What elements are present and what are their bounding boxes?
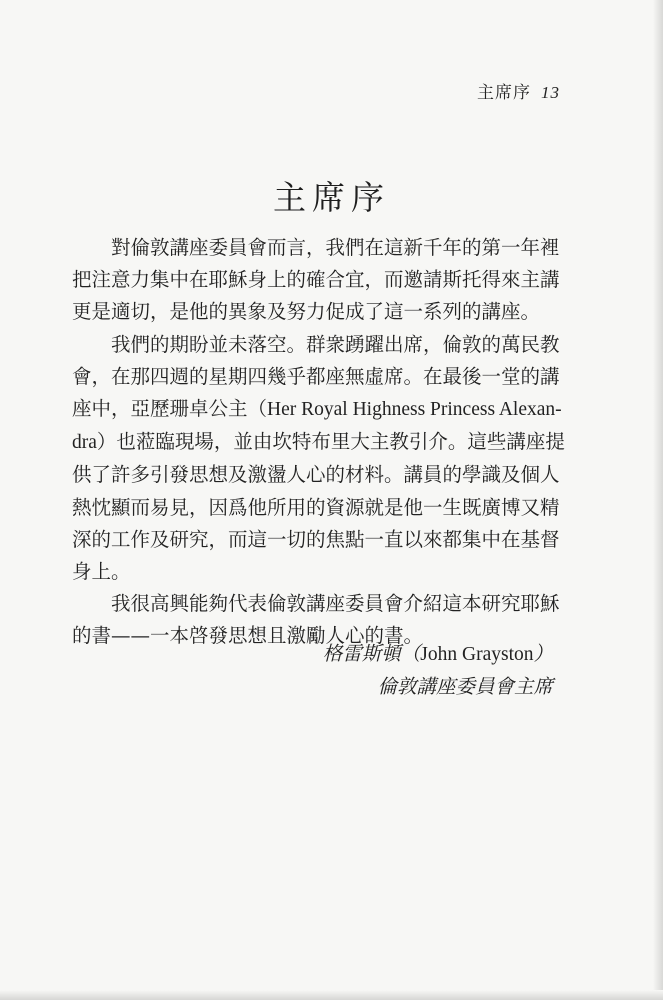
signature-name: [323, 638, 553, 671]
text-line: 我們的期盼並未落空。群衆踴躍出席，倫敦的萬民教: [111, 332, 560, 356]
running-head-section: 主席序: [477, 83, 531, 103]
signature-name-close: ）: [533, 642, 553, 665]
text-line: 我很高興能夠代表倫敦講座委員會介紹這本研究耶穌: [111, 592, 560, 616]
text-line: [72, 426, 565, 459]
scan-edge-bottom: [0, 990, 663, 1000]
paragraph-2: [72, 329, 565, 589]
text-line: 熱忱顯而易見，因爲他所用的資源就是他一生既廣博又精: [72, 495, 560, 519]
text-fragment: ）也蒞臨現場，並由坎特布里大主教引介。這些講座提: [96, 430, 565, 454]
text-line: [72, 393, 560, 426]
english-name-fragment: Her Royal Highness Princess Alexan-: [267, 399, 562, 421]
signature-name-en: John Grayston: [420, 644, 534, 665]
text-line: 會，在那四週的星期四幾乎都座無虛席。在最後一堂的講: [72, 364, 560, 388]
scan-edge-right: [653, 0, 663, 1000]
text-line: 深的工作及研究，而這一切的焦點一直以來都集中在基督: [72, 527, 560, 551]
running-head: [477, 78, 560, 103]
text-fragment: 座中，亞歷珊卓公主（: [72, 397, 268, 421]
text-line: 把注意力集中在耶穌身上的確合宜，而邀請斯托得來主講: [72, 268, 560, 292]
page-title: 主席序: [273, 178, 390, 217]
text-line: 對倫敦講座委員會而言，我們在這新千年的第一年裡: [111, 236, 560, 259]
text-line: 身上。: [72, 560, 131, 584]
body-text: [72, 232, 565, 653]
text-line: 供了許多引發思想及激盪人心的材料。講員的學識及個人: [72, 463, 560, 487]
english-name-fragment: dra: [72, 432, 97, 454]
paragraph-1: [72, 232, 560, 329]
text-line: 的書——一本啓發思想且激勵人心的書。: [72, 624, 424, 648]
signature-name-zh: 格雷斯頓（: [322, 642, 421, 665]
signature-role: 倫敦講座委員會主席: [377, 675, 553, 698]
page-number: 13: [541, 83, 560, 102]
text-line: 更是適切，是他的異象及努力促成了這一系列的講座。: [72, 300, 541, 324]
signature-block: [323, 638, 553, 703]
